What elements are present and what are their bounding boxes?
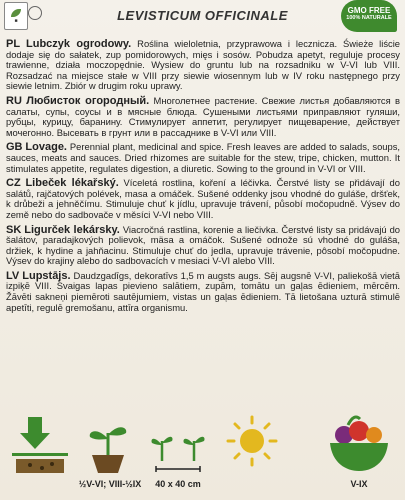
- text-block-pl: [6, 39, 400, 92]
- plant-name: Libeček lékařský.: [25, 177, 119, 190]
- text-block-sk: [6, 225, 400, 267]
- language-code: PL: [6, 38, 21, 50]
- seedling-transplant-icon: [78, 413, 138, 475]
- block-text: Viacročná rastlina, korenie a liečivka. Čerstvé listy sa pridávajú do šalátov, paradajkových polievok, mäsa a omáčok. Sušené odnože sú vhodné do guláša, držiek, k hydine a jahňacinu. Stimuluje chuť do jedla, upravuje trávenie, pôsobí močopudne. Výsev do krajiny alebo do sadbovacích v mesiaci V-VI alebo VIII.: [6, 223, 401, 267]
- sun-icon: [222, 413, 282, 475]
- block-text: Многолетнее растение. Свежие листья добавляются в салаты, супы, соусы и в мясные блюда. Сушеными листьями приправляют гуляши, рубцы, курицу, баранину. Стимулирует аппетит, регулирует пищеварение, действует мочегонно. Высевать в грунт или в рассаднике в V-VI или VIII.: [6, 94, 400, 138]
- text-block-lv: [6, 271, 400, 313]
- plant-name: Lubczyk ogrodowy.: [26, 38, 132, 50]
- block-text: Roślina wieloletnia, przyprawowa i lecznicza. Świeże liście dodaje się do sałatek, zup pomidorowych, mięs i sosów. Pobudza apetyt, reguluje procesy trawienne, działa moczopędnie. Wysiew do gruntu lub na rozsadniku w V-VI lub VIII. Rozsadzać na miejsce stałe w VIII przy siewie wiosennym lub w IV roku następnego przy siewie letnim. Zbiór w drugim roku uprawy.: [6, 38, 401, 92]
- gmo-free-badge: [341, 0, 397, 32]
- block-text: Perennial plant, medicinal and spice. Fresh leaves are added to salads, soups, sauces, meats and sauces. Dried rhizomes are suitable for the stew, tripe, chicken, mutton. It stimulates appetite, regulates digestion, a diuretic. Sowing to the ground in V-VI or VIII.: [6, 141, 401, 174]
- species-title: LEVISTICUM OFFICINALE: [117, 8, 288, 23]
- language-code: RU: [6, 94, 22, 107]
- harvest-caption: V-IX: [350, 479, 368, 489]
- description-text: [6, 39, 400, 317]
- cultivation-icons: [0, 413, 405, 500]
- badge-line-1: GMO FREE: [347, 6, 391, 15]
- spacing-icon: [148, 413, 208, 475]
- plant-name: Lupstājs.: [22, 269, 71, 282]
- badge-line-2: 100% NATURALE: [346, 15, 392, 21]
- text-block-cz: [6, 178, 400, 220]
- language-code: CZ: [6, 177, 21, 190]
- language-code: LV: [6, 269, 20, 282]
- language-code: GB: [6, 141, 23, 154]
- language-code: SK: [6, 223, 22, 236]
- plant-name: Любисток огородный.: [26, 94, 150, 107]
- transplant-caption: ½V-VI; VIII-½IX: [78, 479, 142, 489]
- harvest-bowl-icon: [326, 413, 386, 475]
- block-text: Víceletá rostlina, koření a léčivka. Čerstvé listy se přidávají do salátů, rajčatových polévek, masa a omáček. Sušené oddenky jsou vhodné do guláše, dršťek, k drůbeži a jehněčímu. Stimuluje chuť k jídlu, upravuje trávení, působí močopudně. Výsev do země nebo do sadbovače v měsíci V-VI nebo VIII.: [6, 177, 400, 220]
- text-block-gb: [6, 142, 400, 174]
- text-block-ru: [6, 96, 400, 138]
- block-text: Daudzgadīgs, dekoratīvs 1,5 m augsts augs. Sēj augsnē V-VI, paliekošā vietā izpiķē VIII. Svaigas lapas pievieno salātiem, zupām, tomātu un gaļas ēdieniem, mērcēm. Žāvēti sakneņi piemēroti sautējumiem, vistas un gaļas ēdieniem. Tā lietošana uzturā stimulē apetīti, regulē gremošanu, attīra organismu.: [6, 269, 400, 313]
- plant-name: Ligurček lekársky.: [24, 223, 120, 236]
- logo-mark: ■: [14, 17, 18, 24]
- plant-name: Lovage.: [25, 141, 67, 154]
- sowing-icon: [10, 413, 70, 475]
- spacing-caption: 40 x 40 cm: [155, 479, 201, 489]
